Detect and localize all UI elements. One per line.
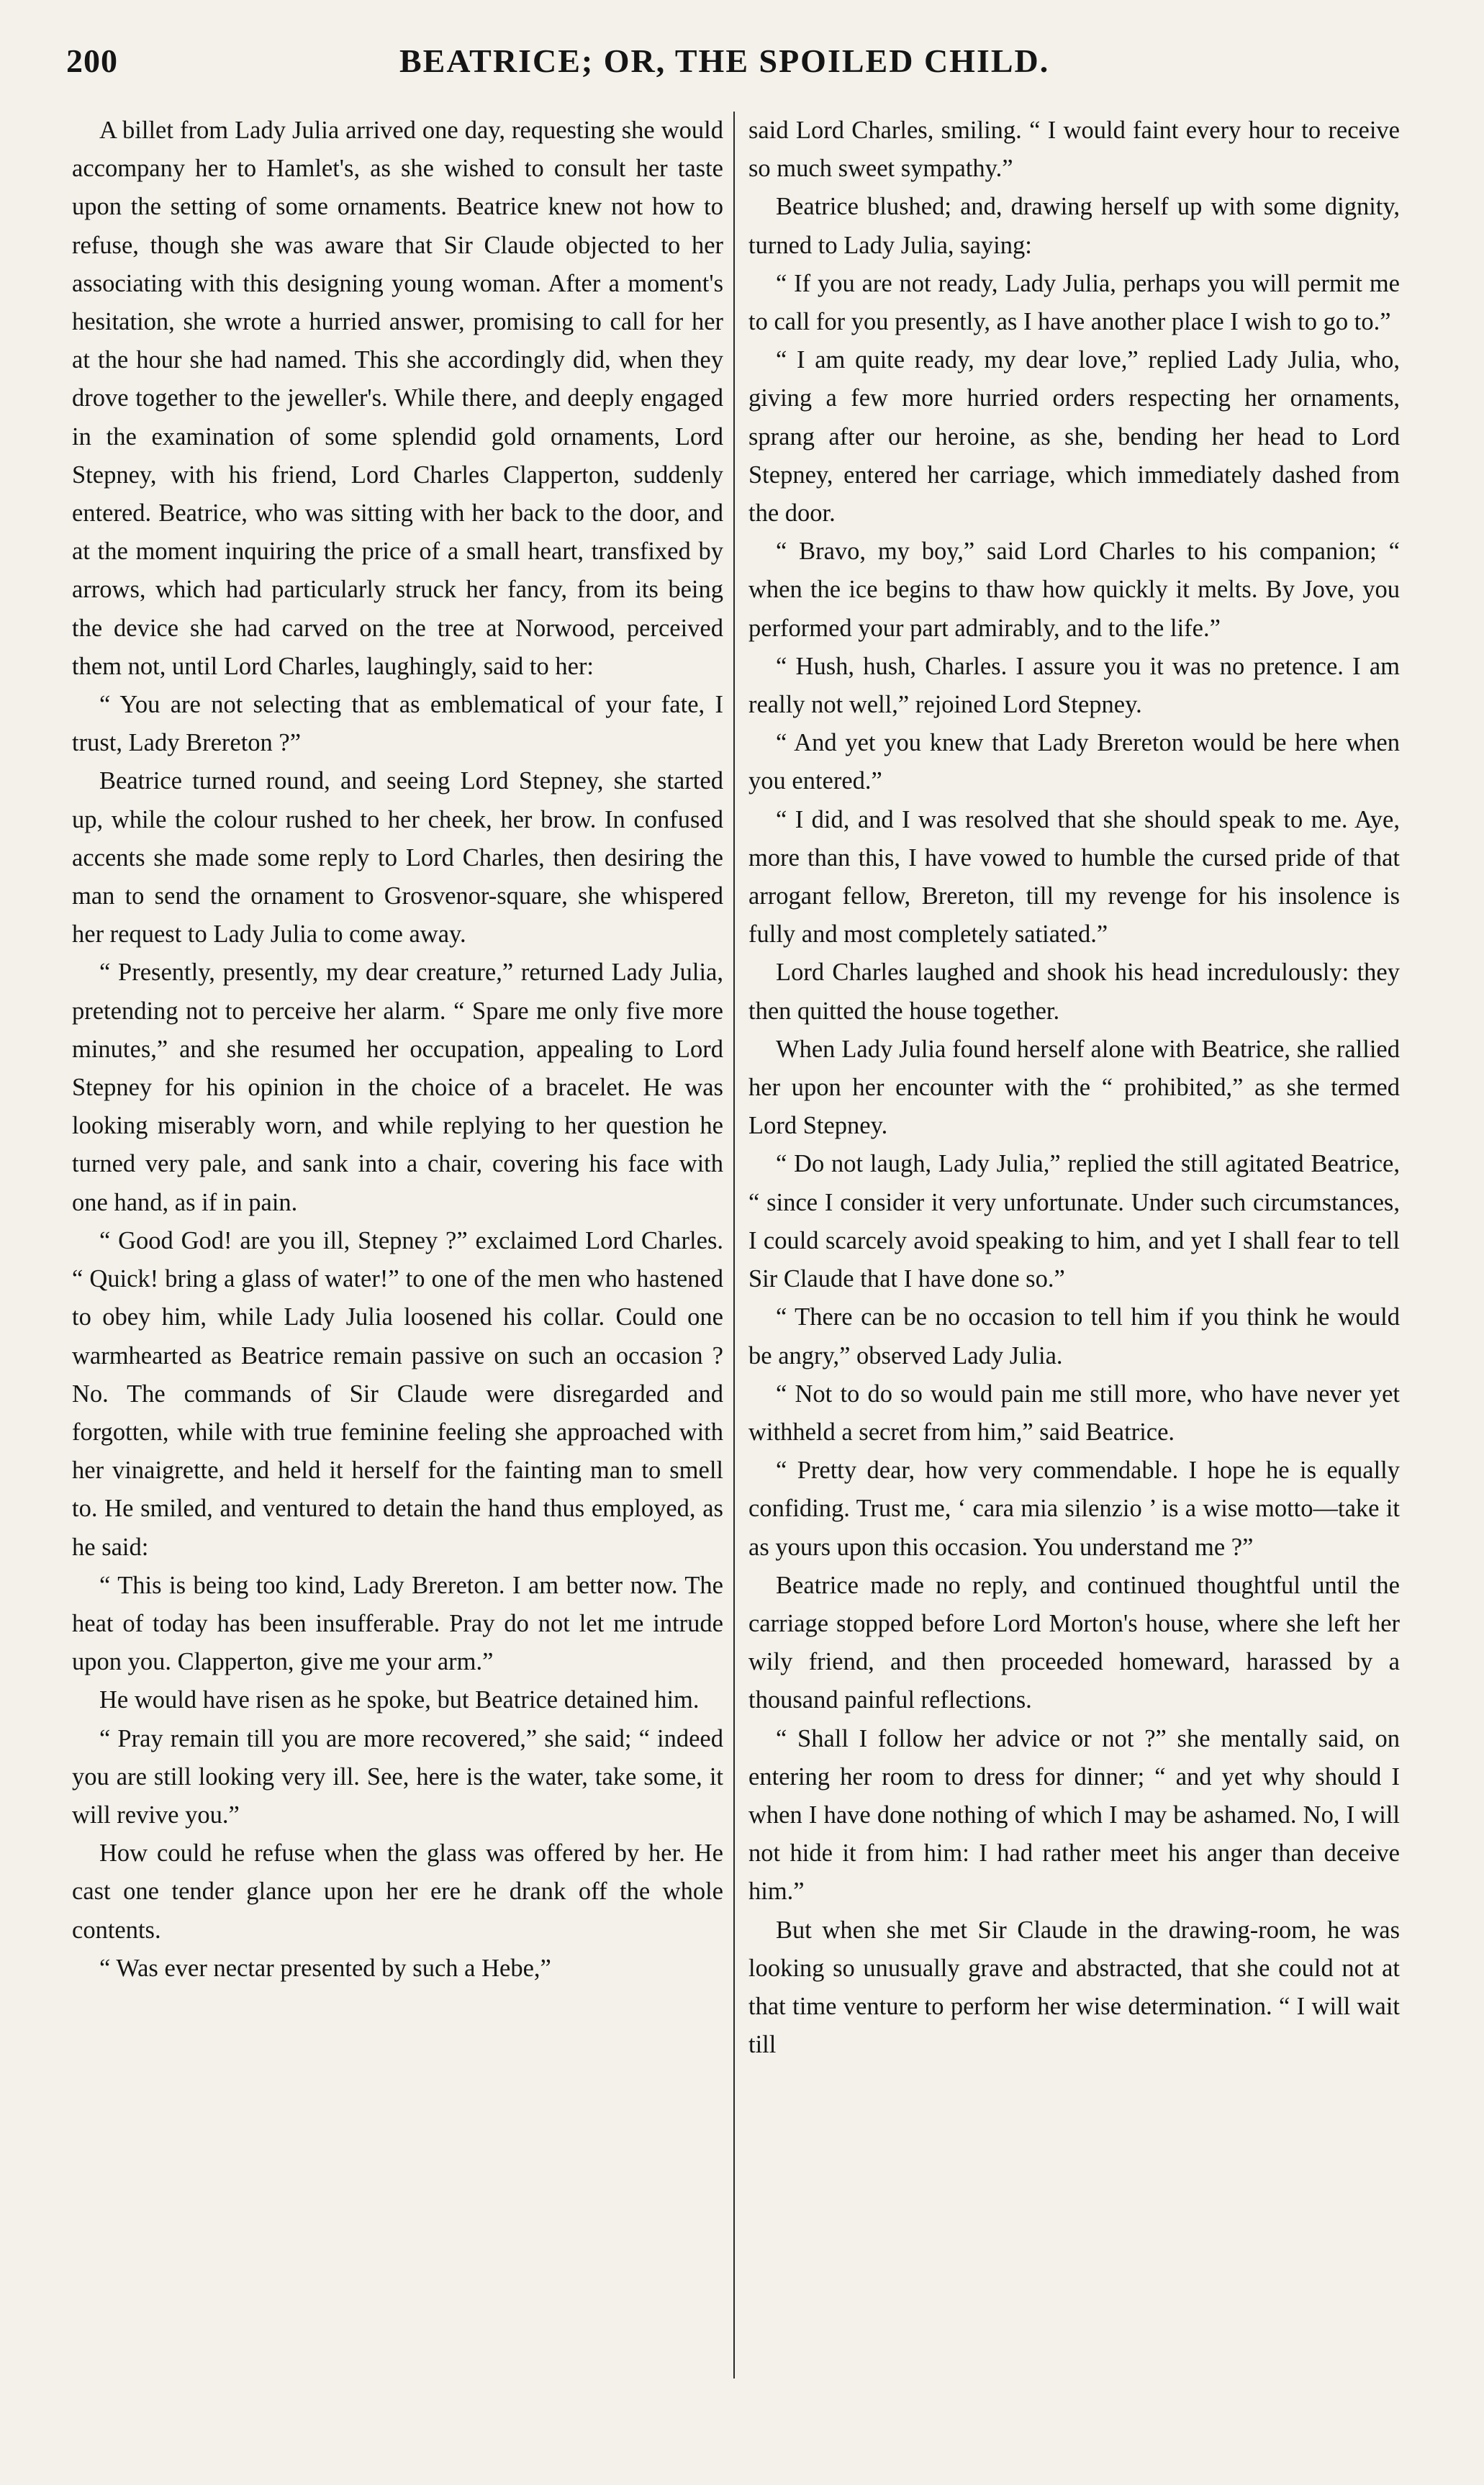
paragraph: “ And yet you knew that Lady Brereton would be here when you entered.” xyxy=(748,729,1400,795)
paragraph: “ I did, and I was resolved that she should speak to me. Aye, more than this, I have vowed to humble the cursed pride of that arrogant fellow, Brereton, till my revenge for his insolence is fully and most completely satiated.” xyxy=(748,805,1400,949)
paragraph: Beatrice turned round, and seeing Lord Stepney, she started up, while the colour rushed to her cheek, her brow. In confused accents she made some reply to Lord Charles, then desiring the man to send the ornament to Grosvenor-square, she whispered her request to Lady Julia to come away. xyxy=(72,767,723,949)
paragraph: “ Pretty dear, how very commendable. I hope he is equally confiding. Trust me, ‘ cara mia silenzio ’ is a wise motto—take it as yours upon this occasion. You understand me ?” xyxy=(748,1457,1400,1561)
page-number: 200 xyxy=(66,42,118,79)
paragraph: “ This is being too kind, Lady Brereton. I am better now. The heat of today has been insufferable. Pray do not let me intrude upon you. Clapperton, give me your arm.” xyxy=(72,1571,723,1676)
paragraph: A billet from Lady Julia arrived one day, requesting she would accompany her to Hamlet's, as she wished to consult her taste upon the setting of some ornaments. Beatrice knew not how to refuse, though she was aware that Sir Claude objected to her associating with this designing young woman. After a moment's hesitation, she wrote a hurried answer, promising to call for her at the hour she had named. This she accordingly did, when they drove together to the jeweller's. While there, and deeply engaged in the examination of some splendid gold ornaments, Lord Stepney, with his friend, Lord Charles Clapperton, suddenly entered. Beatrice, who was sitting with her back to the door, and at the moment inquiring the price of a small heart, transfixed by arrows, which had particularly struck her fancy, from its being the device she had carved on the tree at Norwood, perceived them not, until Lord Charles, laughingly, said to her: xyxy=(72,117,723,680)
paragraph: “ Presently, presently, my dear creature,” returned Lady Julia, pretending not to perceive her alarm. “ Spare me only five more minutes,” and she resumed her occupation, appealing to Lord Stepney for his opinion in the choice of a bracelet. He was looking miserably worn, and while replying to her question he turned very pale, and sank into a chair, covering his face with one hand, as if in pain. xyxy=(72,959,723,1216)
paragraph: “ Bravo, my boy,” said Lord Charles to his companion; “ when the ice begins to thaw how quickly it melts. By Jove, you performed your part admirably, and to the life.” xyxy=(748,538,1400,642)
paragraph: “ Shall I follow her advice or not ?” she mentally said, on entering her room to dress for dinner; “ and yet why should I when I have done nothing of which I may be ashamed. No, I will not hide it from him: I had rather meet his anger than deceive him.” xyxy=(748,1724,1400,1906)
page-header xyxy=(0,42,1484,99)
paragraph: “ You are not selecting that as emblematical of your fate, I trust, Lady Brereton ?” xyxy=(72,691,723,757)
paragraph: “ Do not laugh, Lady Julia,” replied the still agitated Beatrice, “ since I consider it very unfortunate. Under such circumstances, I could scarcely avoid speaking to him, and yet I shall fear to tell Sir Claude that I have done so.” xyxy=(748,1150,1400,1293)
paragraph: Beatrice made no reply, and continued thoughtful until the carriage stopped before Lord Morton's house, where she left her wily friend, and then proceeded homeward, harassed by a thousand painful reflections. xyxy=(748,1571,1400,1714)
paragraph: “ Hush, hush, Charles. I assure you it was no pretence. I am really not well,” rejoined Lord Stepney. xyxy=(748,652,1400,719)
paragraph: “ If you are not ready, Lady Julia, perhaps you will permit me to call for you presently, as I have another place I wish to go to.” xyxy=(748,269,1400,336)
paragraph: How could he refuse when the glass was offered by her. He cast one tender glance upon her ere he drank off the whole contents. xyxy=(72,1839,723,1944)
paragraph: When Lady Julia found herself alone with Beatrice, she rallied her upon her encounter with the “ prohibited,” as she termed Lord Stepney. xyxy=(748,1035,1400,1140)
paragraph: “ Not to do so would pain me still more, who have never yet withheld a secret from him,” said Beatrice. xyxy=(748,1380,1400,1446)
paragraph: Beatrice blushed; and, drawing herself up with some dignity, turned to Lady Julia, saying: xyxy=(748,193,1400,259)
running-title: BEATRICE; OR, THE SPOILED CHILD. xyxy=(399,42,1050,79)
paragraph: “ Was ever nectar presented by such a Hebe,” xyxy=(99,1954,551,1982)
right-column xyxy=(748,112,1400,2414)
column-divider xyxy=(733,112,735,2378)
paragraph: Lord Charles laughed and shook his head incredulously: they then quitted the house together. xyxy=(748,959,1400,1025)
paragraph-continued: said Lord Charles, smiling. “ I would faint every hour to receive so much sweet sympathy.” xyxy=(748,117,1400,183)
left-column xyxy=(72,112,723,2414)
paragraph: But when she met Sir Claude in the drawing-room, he was looking so unusually grave and abstracted, that she could not at that time venture to perform her wise determination. “ I will wait till xyxy=(748,1916,1400,2059)
paragraph: “ There can be no occasion to tell him if you think he would be angry,” observed Lady Julia. xyxy=(748,1303,1400,1370)
paragraph: He would have risen as he spoke, but Beatrice detained him. xyxy=(99,1686,700,1714)
paragraph: “ Pray remain till you are more recovered,” she said; “ indeed you are still looking very ill. See, here is the water, take some, it will revive you.” xyxy=(72,1724,723,1829)
paragraph: “ I am quite ready, my dear love,” replied Lady Julia, who, giving a few more hurried orders respecting her ornaments, sprang after our heroine, as she, bending her head to Lord Stepney, entered her carriage, which immediately dashed from the door. xyxy=(748,346,1400,528)
paragraph: “ Good God! are you ill, Stepney ?” exclaimed Lord Charles. “ Quick! bring a glass of water!” to one of the men who hastened to obey him, while Lady Julia loosened his collar. Could one warmhearted as Beatrice remain passive on such an occasion ? No. The commands of Sir Claude were disregarded and forgotten, while with true feminine feeling she approached with her vinaigrette, and held it herself for the fainting man to smell to. He smiled, and ventured to detain the hand thus employed, as he said: xyxy=(72,1226,723,1561)
